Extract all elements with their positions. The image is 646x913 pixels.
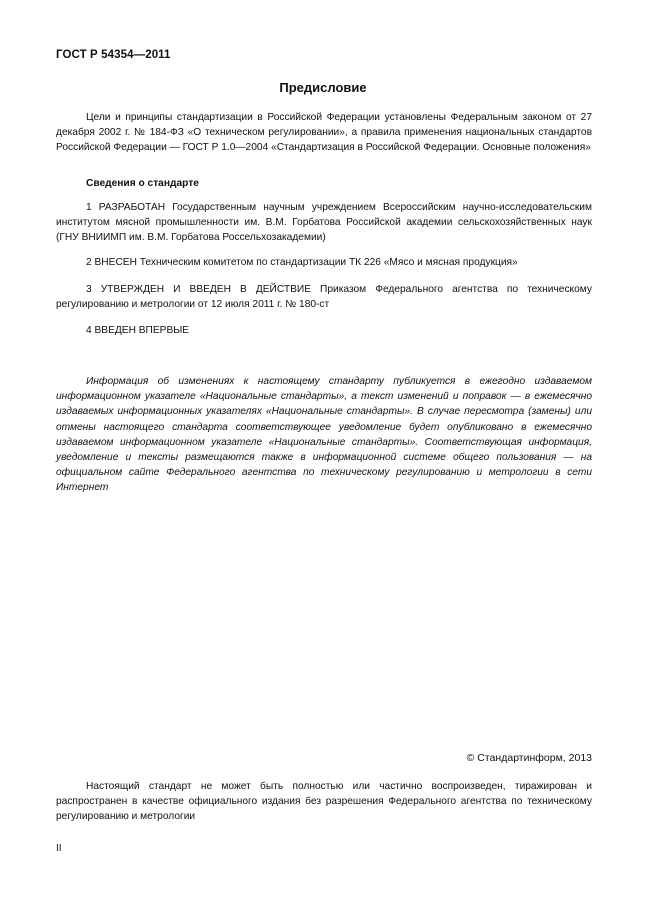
page-title: Предисловие bbox=[279, 80, 367, 95]
info-item-1: 1 РАЗРАБОТАН Государственным научным учреждением Всероссийским научно-исследовательским институтом мясной промышленности им. В.М. Горбатова Российской академии сельскохозяйственных наук (ГНУ ВНИИМП им. В.М. Горбатова Россельхозакадемии) bbox=[56, 202, 592, 244]
notice-paragraph: Информация об изменениях к настоящему стандарту публикуется в ежегодно издаваемом информационном указателе «Национальные стандарты», а текст изменений и поправок — в ежемесячно издаваемых информационных указателях «Национальные стандарты». В случае пересмотра (замены) или отмены настоящего стандарта соответствующее уведомление будет опубликовано в ежемесячно издаваемом информационном указателе «Национальные стандарты». Соответствующая информация, уведомление и тексты размещаются также в информационной системе общего пользования — на официальном сайте Федерального агентства по техническому регулированию и метрологии в сети Интернет bbox=[56, 376, 592, 494]
info-item-3: 3 УТВЕРЖДЕН И ВВЕДЕН В ДЕЙСТВИЕ Приказом Федерального агентства по техническому регулированию и метрологии от 12 июля 2011 г. № 180-ст bbox=[56, 284, 592, 311]
info-item-2: 2 ВНЕСЕН Техническим комитетом по стандартизации ТК 226 «Мясо и мясная продукция» bbox=[86, 257, 518, 268]
standard-code: ГОСТ Р 54354—2011 bbox=[56, 49, 171, 61]
intro-paragraph: Цели и принципы стандартизации в Российской Федерации установлены Федеральным законом от 27 декабря 2002 г. № 184-ФЗ «О техническом регулировании», а правила применения национальных стандартов Российской Федерации — ГОСТ Р 1.0—2004 «Стандартизация в Российской Федерации. Основные положения» bbox=[56, 112, 592, 154]
copyright: © Стандартинформ, 2013 bbox=[466, 752, 592, 764]
page-number: II bbox=[56, 843, 62, 854]
info-heading: Сведения о стандарте bbox=[86, 178, 199, 189]
info-item-4: 4 ВВЕДЕН ВПЕРВЫЕ bbox=[86, 325, 190, 336]
footer-notice: Настоящий стандарт не может быть полностью или частично воспроизведен, тиражирован и распространен в качестве официального издания без разрешения Федерального агентства по техническому регулированию и метрологии bbox=[56, 781, 592, 823]
